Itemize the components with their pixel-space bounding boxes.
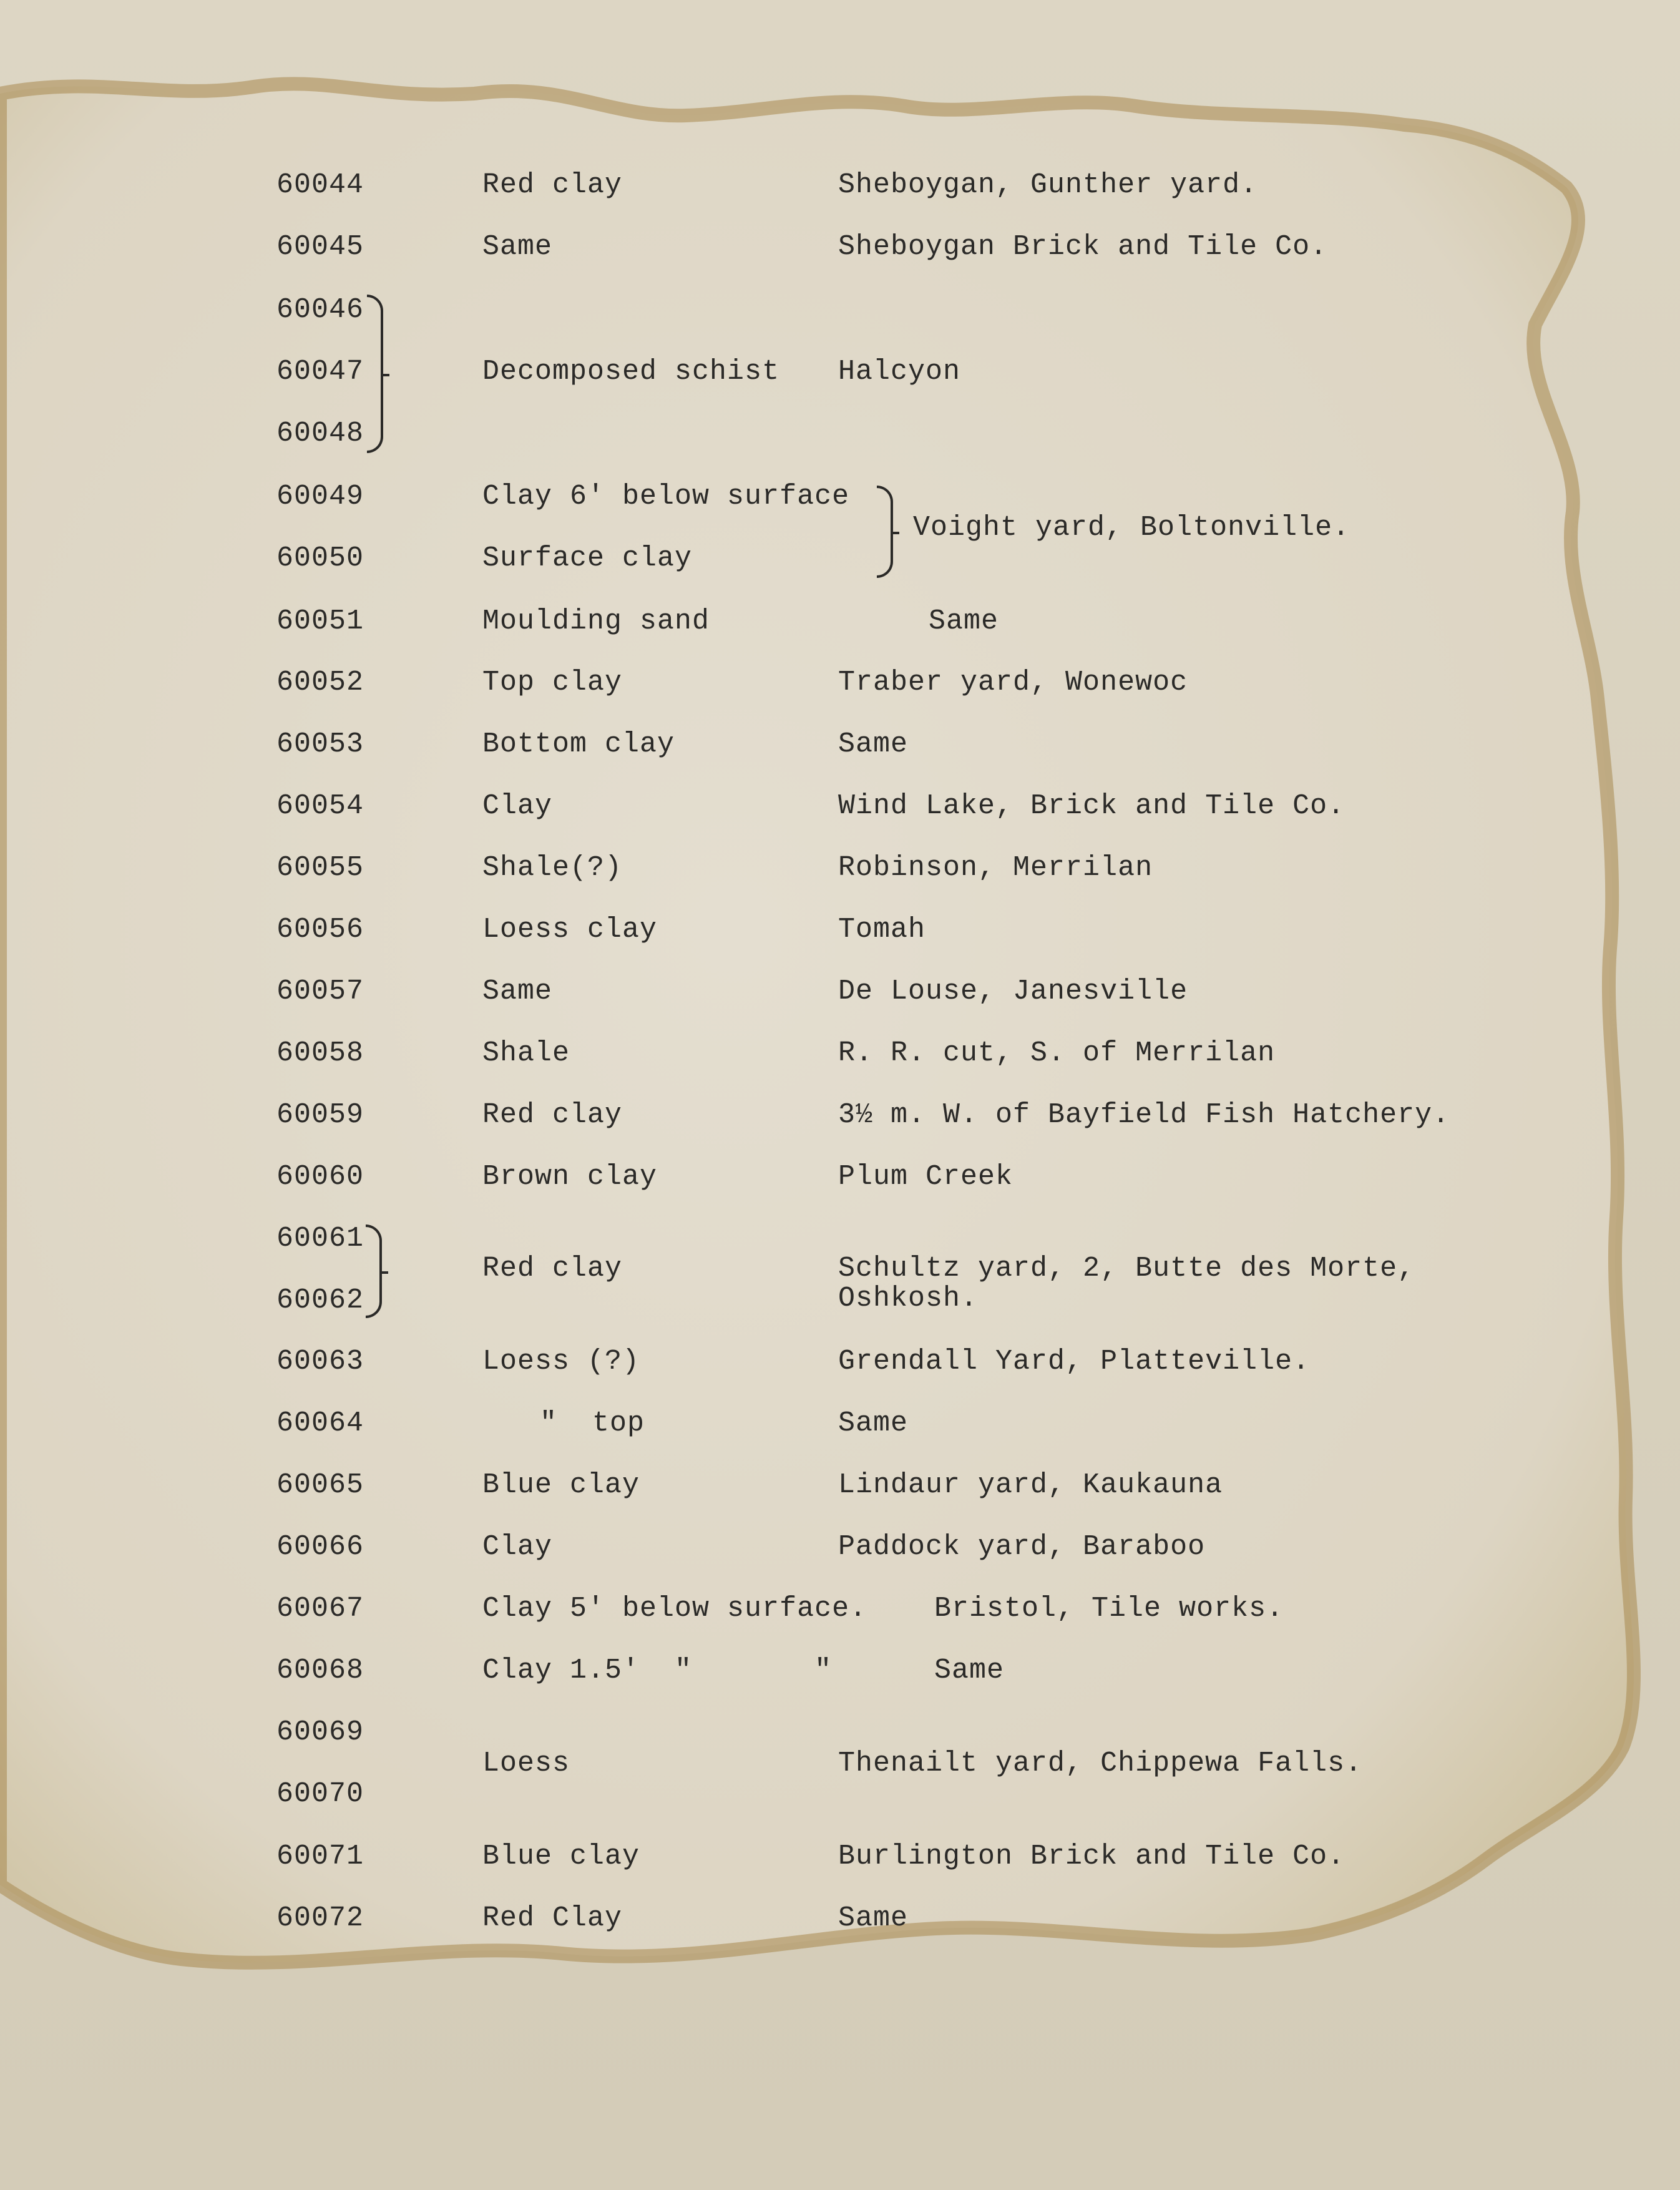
table-row xyxy=(0,228,1680,266)
table-row xyxy=(0,291,1680,329)
sample-location: De Louse, Janesville xyxy=(838,975,1188,1007)
sample-material: Same xyxy=(482,231,553,263)
table-row xyxy=(0,167,1680,204)
sample-number: 60062 xyxy=(276,1284,364,1316)
sample-location: Robinson, Merrilan xyxy=(838,852,1153,884)
table-row xyxy=(0,973,1680,1010)
sample-location: 3½ m. W. of Bayfield Fish Hatchery. xyxy=(838,1099,1450,1131)
thenailt-location: Thenailt yard, Chippewa Falls. xyxy=(838,1748,1363,1779)
table-row xyxy=(0,1467,1680,1504)
sample-location: Same xyxy=(838,1407,909,1439)
table-row xyxy=(0,603,1680,640)
sample-material: " top xyxy=(540,1407,645,1439)
sample-number: 60070 xyxy=(276,1778,364,1810)
sample-number: 60072 xyxy=(276,1902,364,1934)
sample-number: 60053 xyxy=(276,728,364,760)
table-row xyxy=(0,1158,1680,1196)
sample-material: Red clay xyxy=(482,1099,623,1131)
sample-material: Red clay xyxy=(482,169,623,201)
sample-number: 60069 xyxy=(276,1716,364,1748)
sample-material: Decomposed schist xyxy=(482,356,780,388)
table-row xyxy=(0,911,1680,949)
sample-number: 60047 xyxy=(276,356,364,388)
sample-material: Clay 6' below surface xyxy=(482,481,850,512)
schultz-location-line1: Schultz yard, 2, Butte des Morte, xyxy=(838,1253,1415,1284)
table-row xyxy=(0,788,1680,825)
sample-number: 60046 xyxy=(276,294,364,326)
group-row xyxy=(0,1250,1680,1319)
sample-number: 60059 xyxy=(276,1099,364,1131)
sample-number: 60052 xyxy=(276,667,364,698)
sample-location: Bristol, Tile works. xyxy=(934,1593,1284,1625)
table-row xyxy=(0,1097,1680,1134)
sample-number: 60068 xyxy=(276,1655,364,1686)
voight-location: Voight yard, Boltonville. xyxy=(913,512,1350,544)
sample-number: 60058 xyxy=(276,1037,364,1069)
sample-number: 60067 xyxy=(276,1593,364,1625)
sample-location: Plum Creek xyxy=(838,1161,1013,1193)
thenailt-material: Loess xyxy=(482,1748,570,1779)
sample-material: Loess (?) xyxy=(482,1346,640,1377)
table-row xyxy=(0,1652,1680,1689)
sample-number: 60049 xyxy=(276,481,364,512)
table-row xyxy=(0,1838,1680,1875)
sample-material: Same xyxy=(482,975,553,1007)
table-row xyxy=(0,1343,1680,1381)
sample-number: 60065 xyxy=(276,1469,364,1501)
table-row xyxy=(0,415,1680,452)
sample-location: Halcyon xyxy=(838,356,961,388)
sample-location: Same xyxy=(838,1902,909,1934)
table-row xyxy=(0,1590,1680,1628)
sample-number: 60048 xyxy=(276,418,364,449)
sample-number: 60057 xyxy=(276,975,364,1007)
sample-number: 60064 xyxy=(276,1407,364,1439)
sample-material: Shale xyxy=(482,1037,570,1069)
sample-material: Top clay xyxy=(482,667,623,698)
group-row xyxy=(0,1745,1680,1782)
sample-number: 60050 xyxy=(276,542,364,574)
table-row xyxy=(0,849,1680,887)
sample-material: Surface clay xyxy=(482,542,693,574)
sample-material: Bottom clay xyxy=(482,728,675,760)
table-row xyxy=(0,1405,1680,1442)
sample-location: Burlington Brick and Tile Co. xyxy=(838,1840,1345,1872)
sample-number: 60051 xyxy=(276,605,364,637)
sample-number: 60060 xyxy=(276,1161,364,1193)
sample-location: Traber yard, Wonewoc xyxy=(838,667,1188,698)
sample-location: Same xyxy=(838,728,909,760)
sample-material: Clay 5' below surface. xyxy=(482,1593,867,1625)
sample-material: Moulding sand xyxy=(482,605,710,637)
sample-location: Sheboygan Brick and Tile Co. xyxy=(838,231,1328,263)
sample-location: R. R. cut, S. of Merrilan xyxy=(838,1037,1276,1069)
sample-location: Same xyxy=(929,605,999,637)
sample-number: 60066 xyxy=(276,1531,364,1563)
sample-number: 60055 xyxy=(276,852,364,884)
schultz-material: Red clay xyxy=(482,1253,623,1284)
sample-number: 60056 xyxy=(276,914,364,946)
sample-location: Tomah xyxy=(838,914,926,946)
table-row xyxy=(0,664,1680,701)
group-location xyxy=(0,509,1680,547)
sample-material: Brown clay xyxy=(482,1161,658,1193)
sample-location: Same xyxy=(934,1655,1005,1686)
sample-location: Lindaur yard, Kaukauna xyxy=(838,1469,1223,1501)
table-row xyxy=(0,1900,1680,1937)
sample-location: Grendall Yard, Platteville. xyxy=(838,1346,1311,1377)
sample-number: 60054 xyxy=(276,790,364,822)
sample-location: Sheboygan, Gunther yard. xyxy=(838,169,1258,201)
sample-material: Blue clay xyxy=(482,1469,640,1501)
sample-material: Blue clay xyxy=(482,1840,640,1872)
table-row xyxy=(0,353,1680,391)
sample-number: 60063 xyxy=(276,1346,364,1377)
sample-material: Loess clay xyxy=(482,914,658,946)
sample-number: 60071 xyxy=(276,1840,364,1872)
table-row xyxy=(0,726,1680,763)
sample-number: 60044 xyxy=(276,169,364,201)
sample-material: Shale(?) xyxy=(482,852,623,884)
table-row xyxy=(0,1035,1680,1072)
schultz-location-line2: Oshkosh. xyxy=(838,1283,979,1314)
sample-material: Clay 1.5' " " xyxy=(482,1655,833,1686)
sample-material: Clay xyxy=(482,1531,553,1563)
sample-location: Paddock yard, Baraboo xyxy=(838,1531,1206,1563)
sample-number: 60061 xyxy=(276,1223,364,1254)
sample-material: Red Clay xyxy=(482,1902,623,1934)
table-row xyxy=(0,1528,1680,1566)
sample-number: 60045 xyxy=(276,231,364,263)
group-brace xyxy=(367,295,383,453)
sample-location: Wind Lake, Brick and Tile Co. xyxy=(838,790,1345,822)
sample-material: Clay xyxy=(482,790,553,822)
